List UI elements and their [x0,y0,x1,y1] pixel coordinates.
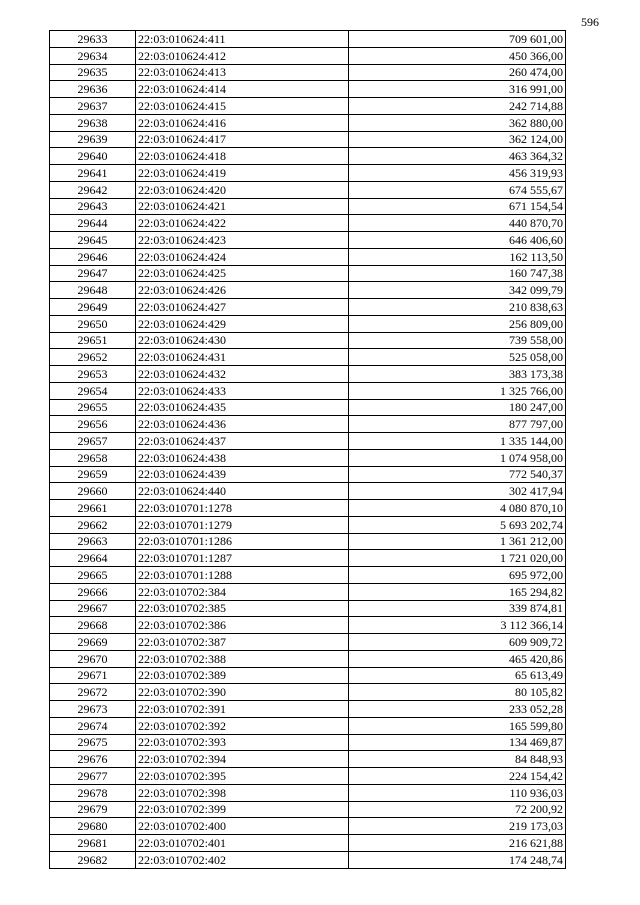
table-row [50,851,566,868]
cadastral-value-cell: 877 797,00 [349,416,566,433]
table-row [50,349,566,366]
row-number-cell: 29668 [50,617,136,634]
cadastral-value-cell: 219 173,03 [349,818,566,835]
table-row [50,818,566,835]
table-row [50,198,566,215]
cadastral-number-cell: 22:03:010624:412 [136,47,349,64]
row-number-cell: 29644 [50,215,136,232]
cadastral-number-cell: 22:03:010702:388 [136,650,349,667]
table-row [50,98,566,115]
row-number-cell: 29669 [50,634,136,651]
row-number-cell: 29667 [50,600,136,617]
cadastral-number-cell: 22:03:010624:423 [136,232,349,249]
row-number-cell: 29676 [50,751,136,768]
table-body [50,31,566,869]
cadastral-number-cell: 22:03:010624:429 [136,315,349,332]
cadastral-value-cell: 134 469,87 [349,734,566,751]
cadastral-number-cell: 22:03:010624:417 [136,131,349,148]
cadastral-value-cell: 695 972,00 [349,567,566,584]
row-number-cell: 29640 [50,148,136,165]
cadastral-number-cell: 22:03:010702:387 [136,634,349,651]
row-number-cell: 29675 [50,734,136,751]
row-number-cell: 29649 [50,299,136,316]
row-number-cell: 29659 [50,466,136,483]
cadastral-value-cell: 383 173,38 [349,366,566,383]
row-number-cell: 29642 [50,181,136,198]
table-row [50,533,566,550]
cadastral-number-cell: 22:03:010624:414 [136,81,349,98]
row-number-cell: 29636 [50,81,136,98]
row-number-cell: 29666 [50,583,136,600]
table-row [50,734,566,751]
cadastral-number-cell: 22:03:010702:394 [136,751,349,768]
cadastral-number-cell: 22:03:010701:1278 [136,500,349,517]
row-number-cell: 29664 [50,550,136,567]
cadastral-value-cell: 72 200,92 [349,801,566,818]
table-row [50,768,566,785]
cadastral-number-cell: 22:03:010702:400 [136,818,349,835]
cadastral-number-cell: 22:03:010624:440 [136,483,349,500]
cadastral-value-cell: 224 154,42 [349,768,566,785]
row-number-cell: 29657 [50,433,136,450]
table-row [50,64,566,81]
table-row [50,315,566,332]
table-row [50,650,566,667]
table-row [50,600,566,617]
row-number-cell: 29662 [50,516,136,533]
cadastral-value-cell: 342 099,79 [349,282,566,299]
cadastral-value-cell: 165 294,82 [349,583,566,600]
cadastral-value-cell: 1 074 958,00 [349,449,566,466]
cadastral-number-cell: 22:03:010702:384 [136,583,349,600]
row-number-cell: 29682 [50,851,136,868]
cadastral-value-cell: 772 540,37 [349,466,566,483]
cadastral-number-cell: 22:03:010624:427 [136,299,349,316]
cadastral-value-cell: 440 870,70 [349,215,566,232]
table-row [50,801,566,818]
cadastral-value-cell: 180 247,00 [349,399,566,416]
row-number-cell: 29678 [50,784,136,801]
cadastral-value-cell: 525 058,00 [349,349,566,366]
table-row [50,47,566,64]
table-row [50,416,566,433]
row-number-cell: 29653 [50,366,136,383]
table-row [50,784,566,801]
cadastral-value-cell: 609 909,72 [349,634,566,651]
row-number-cell: 29679 [50,801,136,818]
cadastral-number-cell: 22:03:010702:391 [136,701,349,718]
row-number-cell: 29638 [50,114,136,131]
table-row [50,835,566,852]
cadastral-number-cell: 22:03:010624:433 [136,382,349,399]
cadastral-value-cell: 256 809,00 [349,315,566,332]
cadastral-number-cell: 22:03:010702:401 [136,835,349,852]
cadastral-number-cell: 22:03:010702:402 [136,851,349,868]
cadastral-number-cell: 22:03:010624:411 [136,31,349,48]
cadastral-number-cell: 22:03:010624:413 [136,64,349,81]
row-number-cell: 29654 [50,382,136,399]
cadastral-value-cell: 4 080 870,10 [349,500,566,517]
table-row [50,701,566,718]
cadastral-number-cell: 22:03:010624:438 [136,449,349,466]
row-number-cell: 29652 [50,349,136,366]
row-number-cell: 29634 [50,47,136,64]
row-number-cell: 29674 [50,717,136,734]
cadastral-number-cell: 22:03:010624:437 [136,433,349,450]
table-row [50,148,566,165]
cadastral-value-cell: 339 874,81 [349,600,566,617]
row-number-cell: 29635 [50,64,136,81]
cadastral-value-cell: 242 714,88 [349,98,566,115]
row-number-cell: 29643 [50,198,136,215]
table-row [50,466,566,483]
cadastral-value-cell: 316 991,00 [349,81,566,98]
table-row [50,131,566,148]
row-number-cell: 29641 [50,165,136,182]
row-number-cell: 29656 [50,416,136,433]
table-row [50,299,566,316]
cadastral-value-cell: 456 319,93 [349,165,566,182]
table-row [50,282,566,299]
cadastral-value-cell: 463 364,32 [349,148,566,165]
cadastral-number-cell: 22:03:010702:389 [136,667,349,684]
cadastral-value-table [49,30,566,869]
table-row [50,617,566,634]
cadastral-number-cell: 22:03:010624:435 [136,399,349,416]
cadastral-value-cell: 671 154,54 [349,198,566,215]
cadastral-number-cell: 22:03:010624:426 [136,282,349,299]
table-row [50,433,566,450]
cadastral-number-cell: 22:03:010701:1279 [136,516,349,533]
table-row [50,684,566,701]
cadastral-value-cell: 5 693 202,74 [349,516,566,533]
cadastral-value-cell: 174 248,74 [349,851,566,868]
cadastral-number-cell: 22:03:010624:418 [136,148,349,165]
cadastral-number-cell: 22:03:010701:1286 [136,533,349,550]
cadastral-value-cell: 1 361 212,00 [349,533,566,550]
cadastral-number-cell: 22:03:010624:415 [136,98,349,115]
cadastral-number-cell: 22:03:010624:419 [136,165,349,182]
table-row [50,667,566,684]
row-number-cell: 29670 [50,650,136,667]
cadastral-number-cell: 22:03:010624:425 [136,265,349,282]
table-row [50,81,566,98]
row-number-cell: 29677 [50,768,136,785]
table-row [50,31,566,48]
cadastral-value-cell: 80 105,82 [349,684,566,701]
cadastral-value-cell: 165 599,80 [349,717,566,734]
table-row [50,265,566,282]
row-number-cell: 29671 [50,667,136,684]
cadastral-value-cell: 465 420,86 [349,650,566,667]
cadastral-number-cell: 22:03:010702:390 [136,684,349,701]
table-row [50,382,566,399]
table-row [50,332,566,349]
table-row [50,751,566,768]
row-number-cell: 29648 [50,282,136,299]
row-number-cell: 29650 [50,315,136,332]
cadastral-number-cell: 22:03:010624:422 [136,215,349,232]
cadastral-number-cell: 22:03:010624:416 [136,114,349,131]
cadastral-value-cell: 646 406,60 [349,232,566,249]
row-number-cell: 29651 [50,332,136,349]
cadastral-value-cell: 216 621,88 [349,835,566,852]
row-number-cell: 29681 [50,835,136,852]
cadastral-value-cell: 362 124,00 [349,131,566,148]
cadastral-value-cell: 233 052,28 [349,701,566,718]
cadastral-number-cell: 22:03:010702:393 [136,734,349,751]
table-row [50,483,566,500]
cadastral-value-cell: 362 880,00 [349,114,566,131]
row-number-cell: 29646 [50,248,136,265]
table-row [50,449,566,466]
cadastral-number-cell: 22:03:010701:1288 [136,567,349,584]
row-number-cell: 29655 [50,399,136,416]
cadastral-number-cell: 22:03:010624:421 [136,198,349,215]
table-row [50,232,566,249]
table-row [50,516,566,533]
table-row [50,114,566,131]
row-number-cell: 29645 [50,232,136,249]
cadastral-value-cell: 162 113,50 [349,248,566,265]
row-number-cell: 29647 [50,265,136,282]
cadastral-value-cell: 84 848,93 [349,751,566,768]
row-number-cell: 29680 [50,818,136,835]
page-number: 596 [581,15,599,29]
table-row [50,399,566,416]
cadastral-value-cell: 160 747,38 [349,265,566,282]
cadastral-value-cell: 260 474,00 [349,64,566,81]
cadastral-value-cell: 1 325 766,00 [349,382,566,399]
table-row [50,567,566,584]
cadastral-value-cell: 302 417,94 [349,483,566,500]
cadastral-value-cell: 110 936,03 [349,784,566,801]
cadastral-value-cell: 674 555,67 [349,181,566,198]
cadastral-number-cell: 22:03:010624:430 [136,332,349,349]
cadastral-number-cell: 22:03:010624:439 [136,466,349,483]
cadastral-number-cell: 22:03:010624:431 [136,349,349,366]
cadastral-value-cell: 1 335 144,00 [349,433,566,450]
row-number-cell: 29633 [50,31,136,48]
table-row [50,215,566,232]
cadastral-number-cell: 22:03:010702:398 [136,784,349,801]
cadastral-number-cell: 22:03:010702:395 [136,768,349,785]
table-row [50,634,566,651]
row-number-cell: 29639 [50,131,136,148]
cadastral-number-cell: 22:03:010702:385 [136,600,349,617]
cadastral-value-cell: 65 613,49 [349,667,566,684]
cadastral-number-cell: 22:03:010624:424 [136,248,349,265]
row-number-cell: 29637 [50,98,136,115]
cadastral-number-cell: 22:03:010701:1287 [136,550,349,567]
table-row [50,181,566,198]
table-row [50,248,566,265]
cadastral-number-cell: 22:03:010702:392 [136,717,349,734]
cadastral-number-cell: 22:03:010702:399 [136,801,349,818]
table-row [50,366,566,383]
cadastral-value-cell: 739 558,00 [349,332,566,349]
table-row [50,583,566,600]
cadastral-number-cell: 22:03:010624:420 [136,181,349,198]
cadastral-value-cell: 450 366,00 [349,47,566,64]
cadastral-value-cell: 3 112 366,14 [349,617,566,634]
row-number-cell: 29665 [50,567,136,584]
cadastral-value-cell: 210 838,63 [349,299,566,316]
row-number-cell: 29658 [50,449,136,466]
row-number-cell: 29663 [50,533,136,550]
cadastral-value-cell: 1 721 020,00 [349,550,566,567]
cadastral-number-cell: 22:03:010702:386 [136,617,349,634]
row-number-cell: 29672 [50,684,136,701]
cadastral-number-cell: 22:03:010624:432 [136,366,349,383]
table-row [50,717,566,734]
cadastral-value-cell: 709 601,00 [349,31,566,48]
table-row [50,165,566,182]
cadastral-number-cell: 22:03:010624:436 [136,416,349,433]
table-row [50,500,566,517]
row-number-cell: 29660 [50,483,136,500]
table-row [50,550,566,567]
row-number-cell: 29673 [50,701,136,718]
row-number-cell: 29661 [50,500,136,517]
